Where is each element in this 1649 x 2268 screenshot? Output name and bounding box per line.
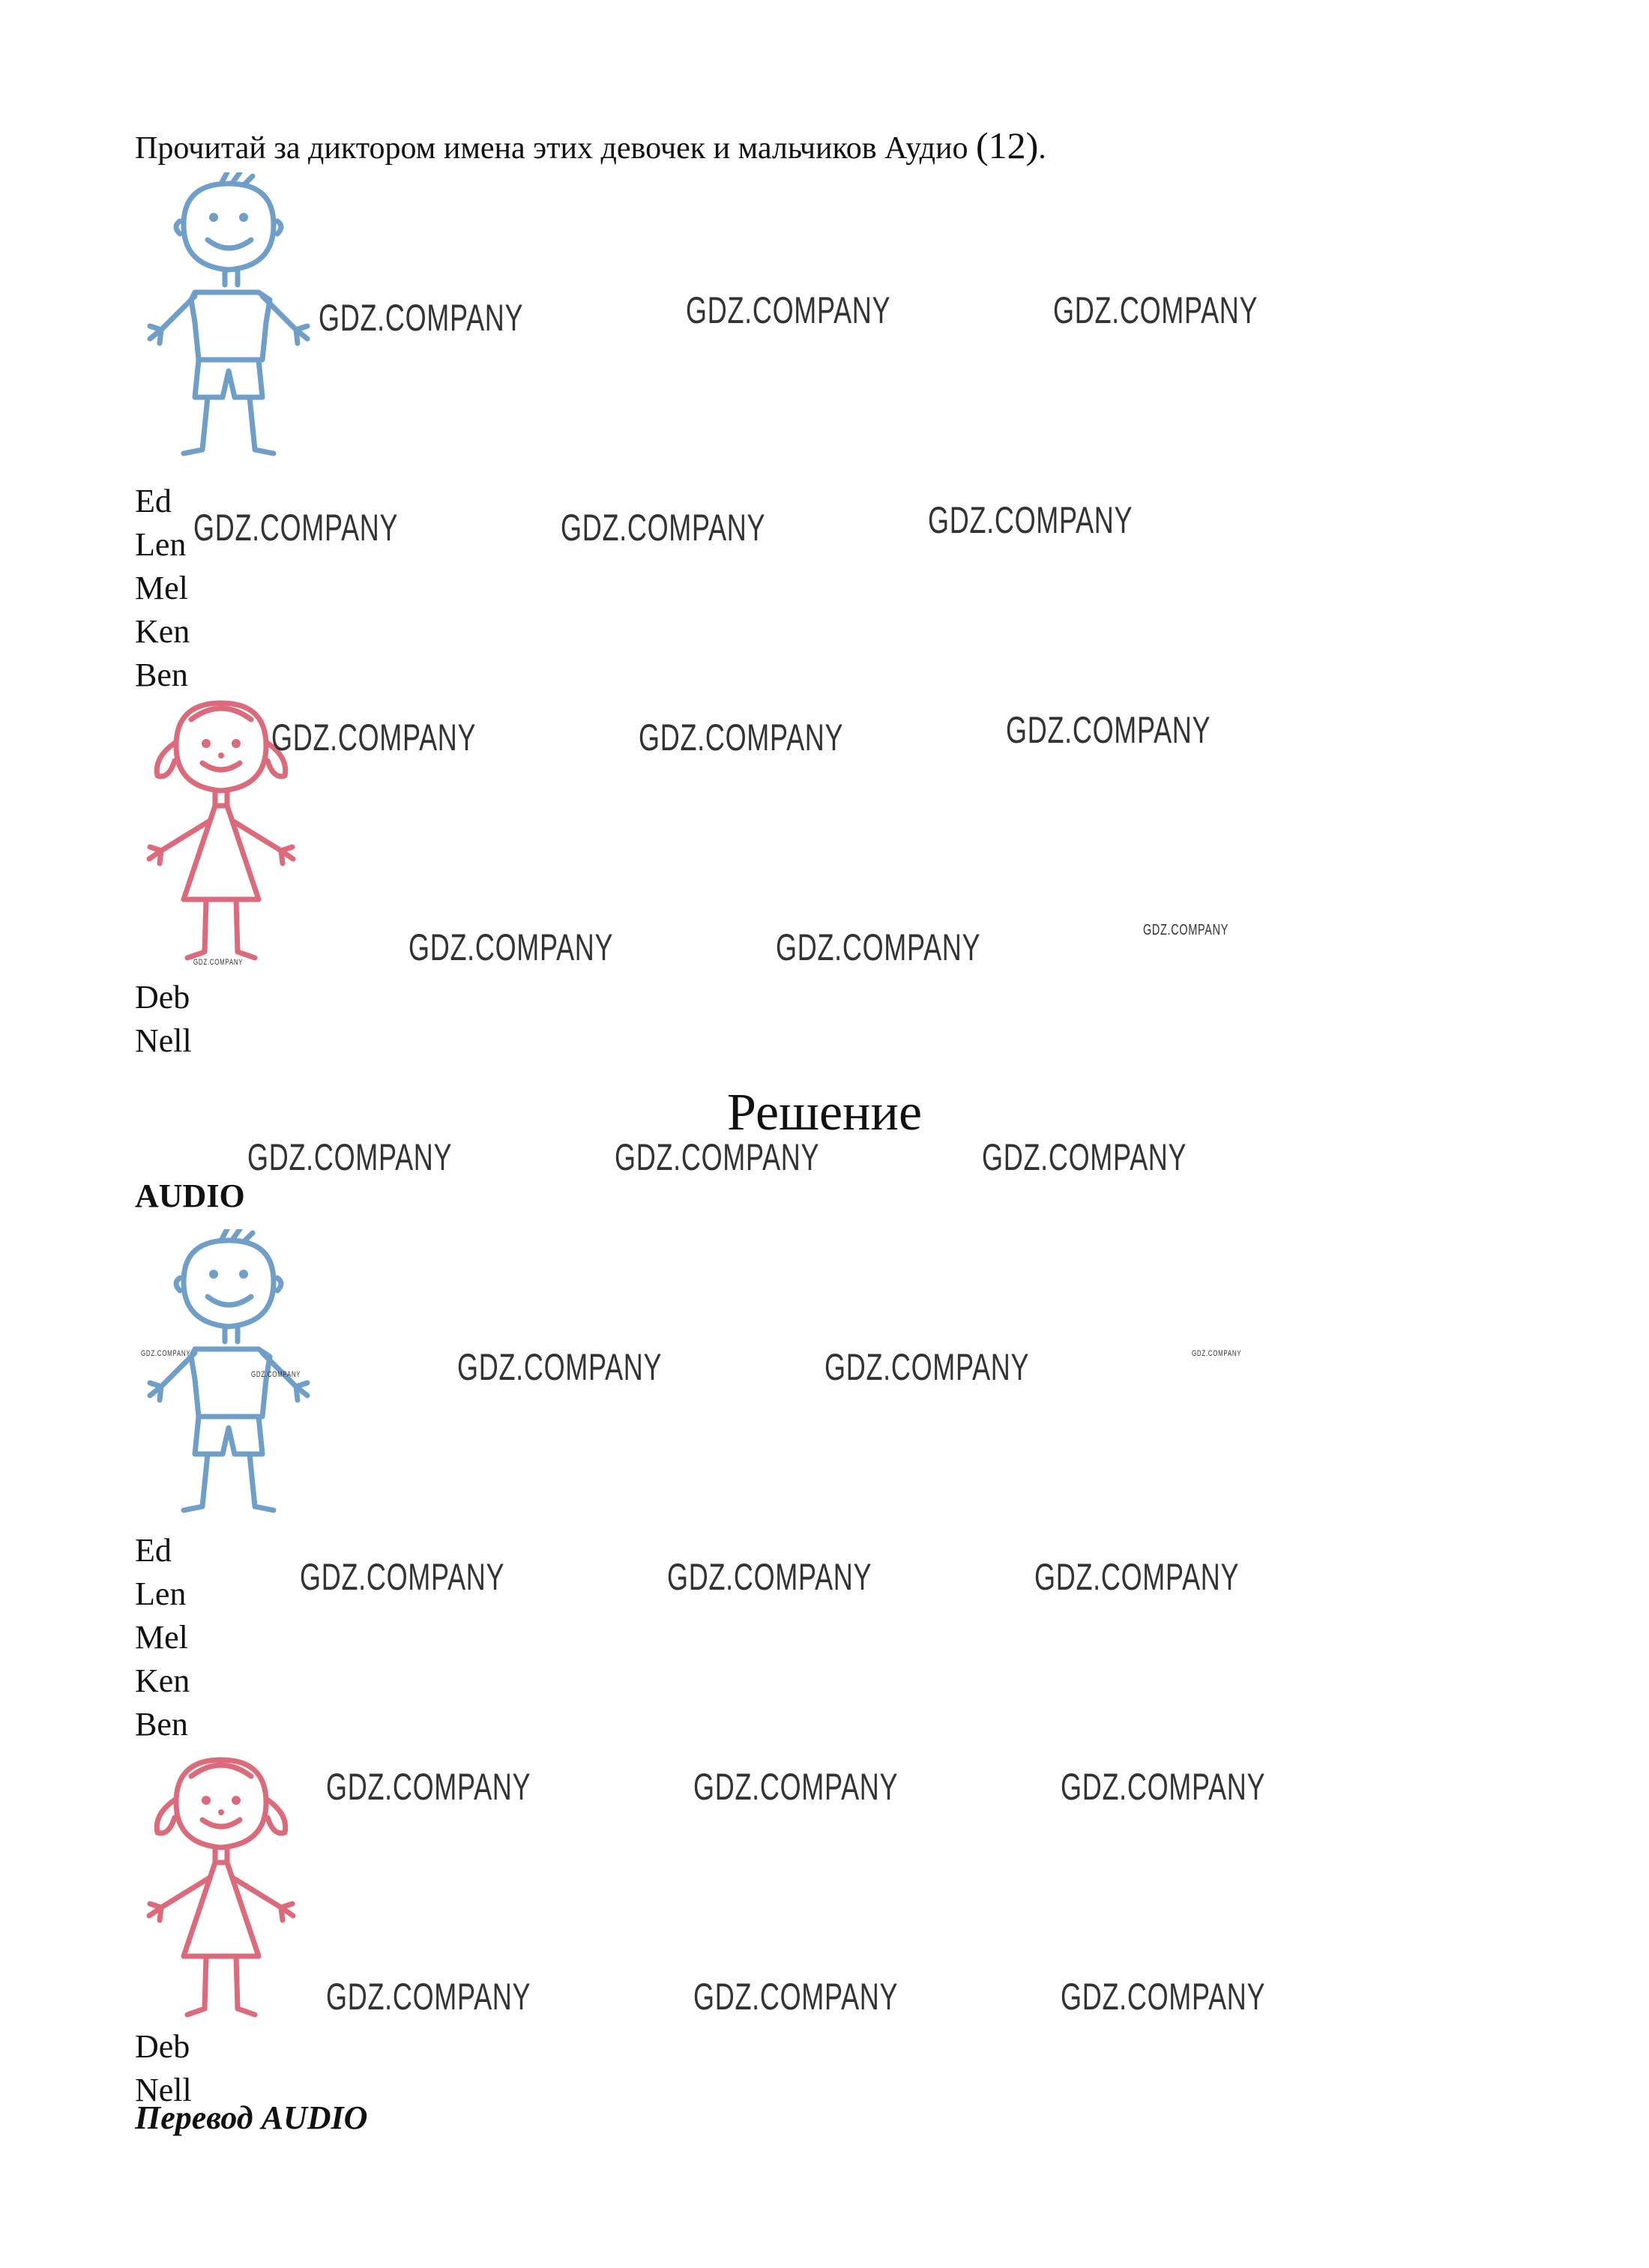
watermark: GDZ.COMPANY xyxy=(251,1370,301,1379)
name-ed: Ed xyxy=(135,1532,172,1569)
watermark: GDZ.COMPANY xyxy=(639,717,844,758)
solution-heading: Решение xyxy=(726,1084,923,1141)
girl-illustration-solution xyxy=(139,1746,304,2031)
boy-drawing-solution xyxy=(139,1229,334,1521)
girl-drawing-solution xyxy=(139,1746,304,2031)
girl-names-list xyxy=(135,976,192,1063)
watermark: GDZ.COMPANY xyxy=(824,1346,1030,1388)
translation-label: Перевод AUDIO xyxy=(135,2099,368,2136)
watermark: GDZ.COMPANY xyxy=(776,926,981,968)
watermark: GDZ.COMPANY xyxy=(1061,1766,1266,1808)
audio-number: (12) xyxy=(975,124,1039,166)
watermark: GDZ.COMPANY xyxy=(1034,1556,1240,1598)
name-deb: Deb xyxy=(135,979,190,1016)
task-text: Прочитай за диктором имена этих девочек и мальчиков Аудио xyxy=(135,131,976,166)
boy-drawing xyxy=(139,172,334,465)
name-ken: Ken xyxy=(135,613,190,650)
name-len: Len xyxy=(135,526,187,563)
name-nell: Nell xyxy=(135,1022,192,1059)
boy-illustration-solution xyxy=(139,1229,334,1521)
watermark: GDZ.COMPANY xyxy=(693,1766,899,1808)
watermark: GDZ.COMPANY xyxy=(686,289,891,331)
name-ed: Ed xyxy=(135,483,172,519)
watermark: GDZ.COMPANY xyxy=(667,1556,872,1598)
watermark: GDZ.COMPANY xyxy=(561,507,766,549)
watermark: GDZ.COMPANY xyxy=(1143,922,1229,938)
watermark: GDZ.COMPANY xyxy=(1053,289,1258,331)
task-end: . xyxy=(1038,131,1046,166)
watermark: GDZ.COMPANY xyxy=(300,1556,505,1598)
watermark: GDZ.COMPANY xyxy=(693,1976,899,2018)
watermark: GDZ.COMPANY xyxy=(928,499,1133,541)
watermark: GDZ.COMPANY xyxy=(326,1976,531,2018)
watermark: GDZ.COMPANY xyxy=(271,717,477,758)
watermark: GDZ.COMPANY xyxy=(1192,1349,1242,1358)
watermark: GDZ.COMPANY xyxy=(615,1136,820,1178)
name-mel: Mel xyxy=(135,570,188,606)
watermark: GDZ.COMPANY xyxy=(409,926,614,968)
watermark: GDZ.COMPANY xyxy=(457,1346,663,1388)
name-ben: Ben xyxy=(135,657,188,693)
name-ken: Ken xyxy=(135,1662,190,1699)
watermark: GDZ.COMPANY xyxy=(247,1136,453,1178)
boy-names-list-solution xyxy=(135,1529,190,1746)
audio-label: AUDIO xyxy=(135,1177,245,1214)
name-nell: Nell xyxy=(135,2072,192,2108)
name-len: Len xyxy=(135,1575,187,1612)
watermark: GDZ.COMPANY xyxy=(1061,1976,1266,2018)
watermark: GDZ.COMPANY xyxy=(193,507,399,549)
name-deb: Deb xyxy=(135,2028,190,2065)
boy-illustration xyxy=(139,172,334,465)
watermark: GDZ.COMPANY xyxy=(193,958,244,967)
watermark: GDZ.COMPANY xyxy=(141,1349,191,1358)
watermark: GDZ.COMPANY xyxy=(1006,709,1211,751)
task-instruction xyxy=(135,124,1046,167)
boy-names-list xyxy=(135,480,190,697)
name-ben: Ben xyxy=(135,1706,188,1743)
watermark: GDZ.COMPANY xyxy=(326,1766,531,1808)
watermark: GDZ.COMPANY xyxy=(319,297,524,339)
name-mel: Mel xyxy=(135,1619,188,1656)
watermark: GDZ.COMPANY xyxy=(982,1136,1187,1178)
